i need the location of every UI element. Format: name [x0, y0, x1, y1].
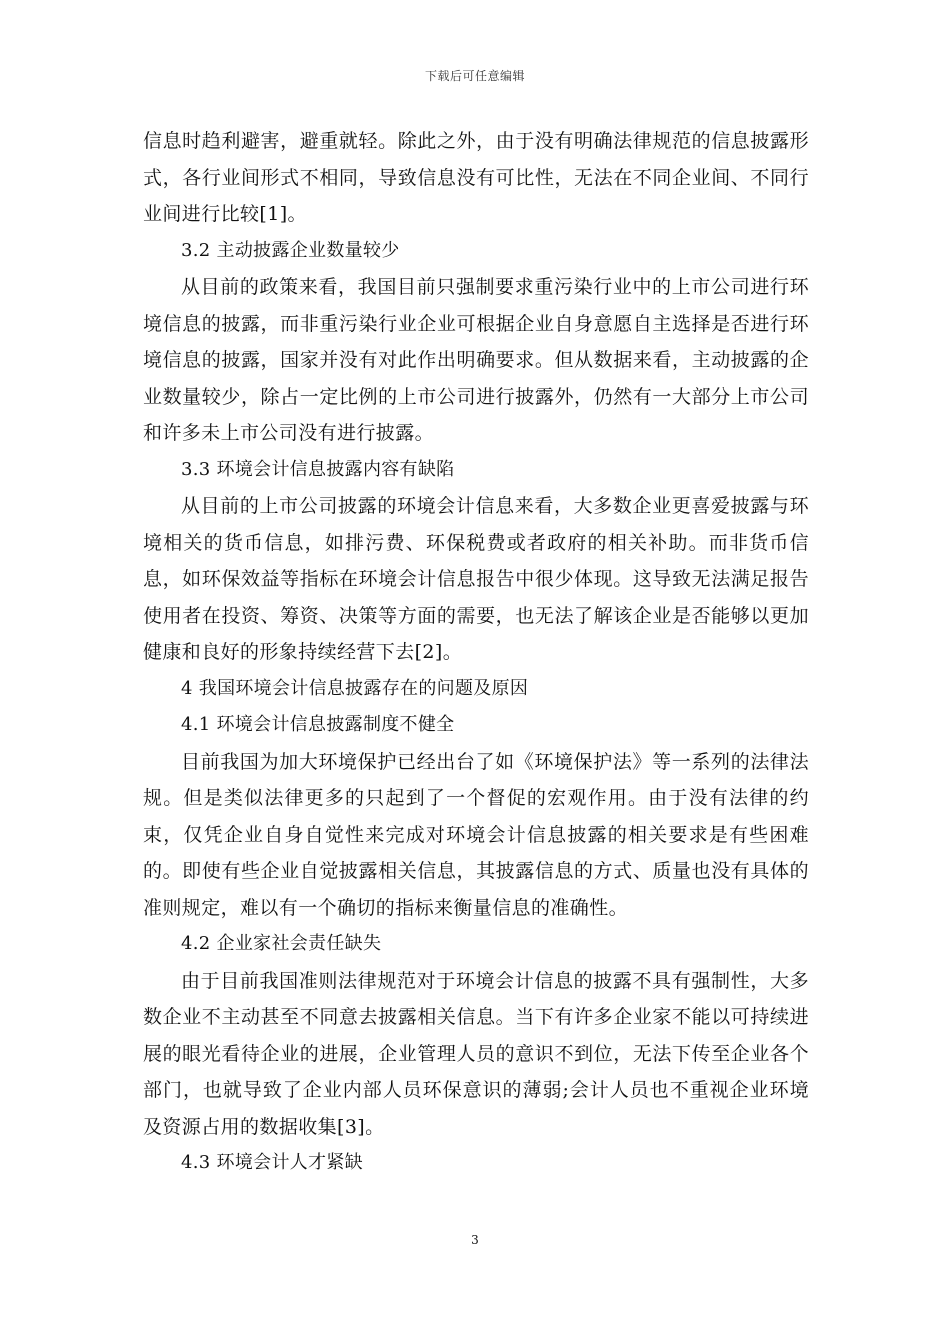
section-heading-3-3: 3.3 环境会计信息披露内容有缺陷	[181, 458, 455, 480]
paragraph-4-2: 由于目前我国准则法律规范对于环境会计信息的披露不具有强制性，大多数企业不主动甚至不同意去披露相关信息。当下有许多企业家不能以可持续进展的眼光看待企业的进展，企业管理人员的意识不到位，无法下传至企业各个部门，也就导致了企业内部人员环保意识的薄弱;会计人员也不重视企业环境及资源占用的数据收集[3]。	[143, 969, 809, 1138]
page-number: 3	[471, 1233, 479, 1247]
section-heading-3-2: 3.2 主动披露企业数量较少	[181, 239, 400, 261]
paragraph-continued: 信息时趋利避害，避重就轻。除此之外，由于没有明确法律规范的信息披露形式，各行业间形式不相同，导致信息没有可比性，无法在不同企业间、不同行业间进行比较[1]。	[143, 130, 809, 225]
paragraph-3-3: 从目前的上市公司披露的环境会计信息来看，大多数企业更喜爱披露与环境相关的货币信息，如排污费、环保税费或者政府的相关补助。而非货币信息，如环保效益等指标在环境会计信息报告中很少体现。这导致无法满足报告使用者在投资、筹资、决策等方面的需要，也无法了解该企业是否能够以更加健康和良好的形象持续经营下去[2]。	[143, 495, 809, 663]
section-heading-4-2: 4.2 企业家社会责任缺失	[181, 933, 382, 954]
section-heading-4: 4 我国环境会计信息披露存在的问题及原因	[181, 677, 529, 699]
section-heading-4-3: 4.3 环境会计人才紧缺	[181, 1152, 363, 1173]
section-heading-4-1: 4.1 环境会计信息披露制度不健全	[181, 714, 455, 735]
paragraph-4-1: 目前我国为加大环境保护已经出台了如《环境保护法》等一系列的法律法规。但是类似法律更多的只起到了一个督促的宏观作用。由于没有法律的约束，仅凭企业自身自觉性来完成对环境会计信息披露的相关要求是有些困难的。即使有些企业自觉披露相关信息，其披露信息的方式、质量也没有具体的准则规定，难以有一个确切的指标来衡量信息的准确性。	[143, 750, 809, 919]
document-body	[143, 123, 809, 1182]
page-header: 下载后可任意编辑	[424, 69, 525, 83]
paragraph-3-2: 从目前的政策来看，我国目前只强制要求重污染行业中的上市公司进行环境信息的披露，而非重污染行业企业可根据企业自身意愿自主选择是否进行环境信息的披露，国家并没有对此作出明确要求。但从数据来看，主动披露的企业数量较少，除占一定比例的上市公司进行披露外，仍然有一大部分上市公司和许多未上市公司没有进行披露。	[143, 276, 809, 444]
